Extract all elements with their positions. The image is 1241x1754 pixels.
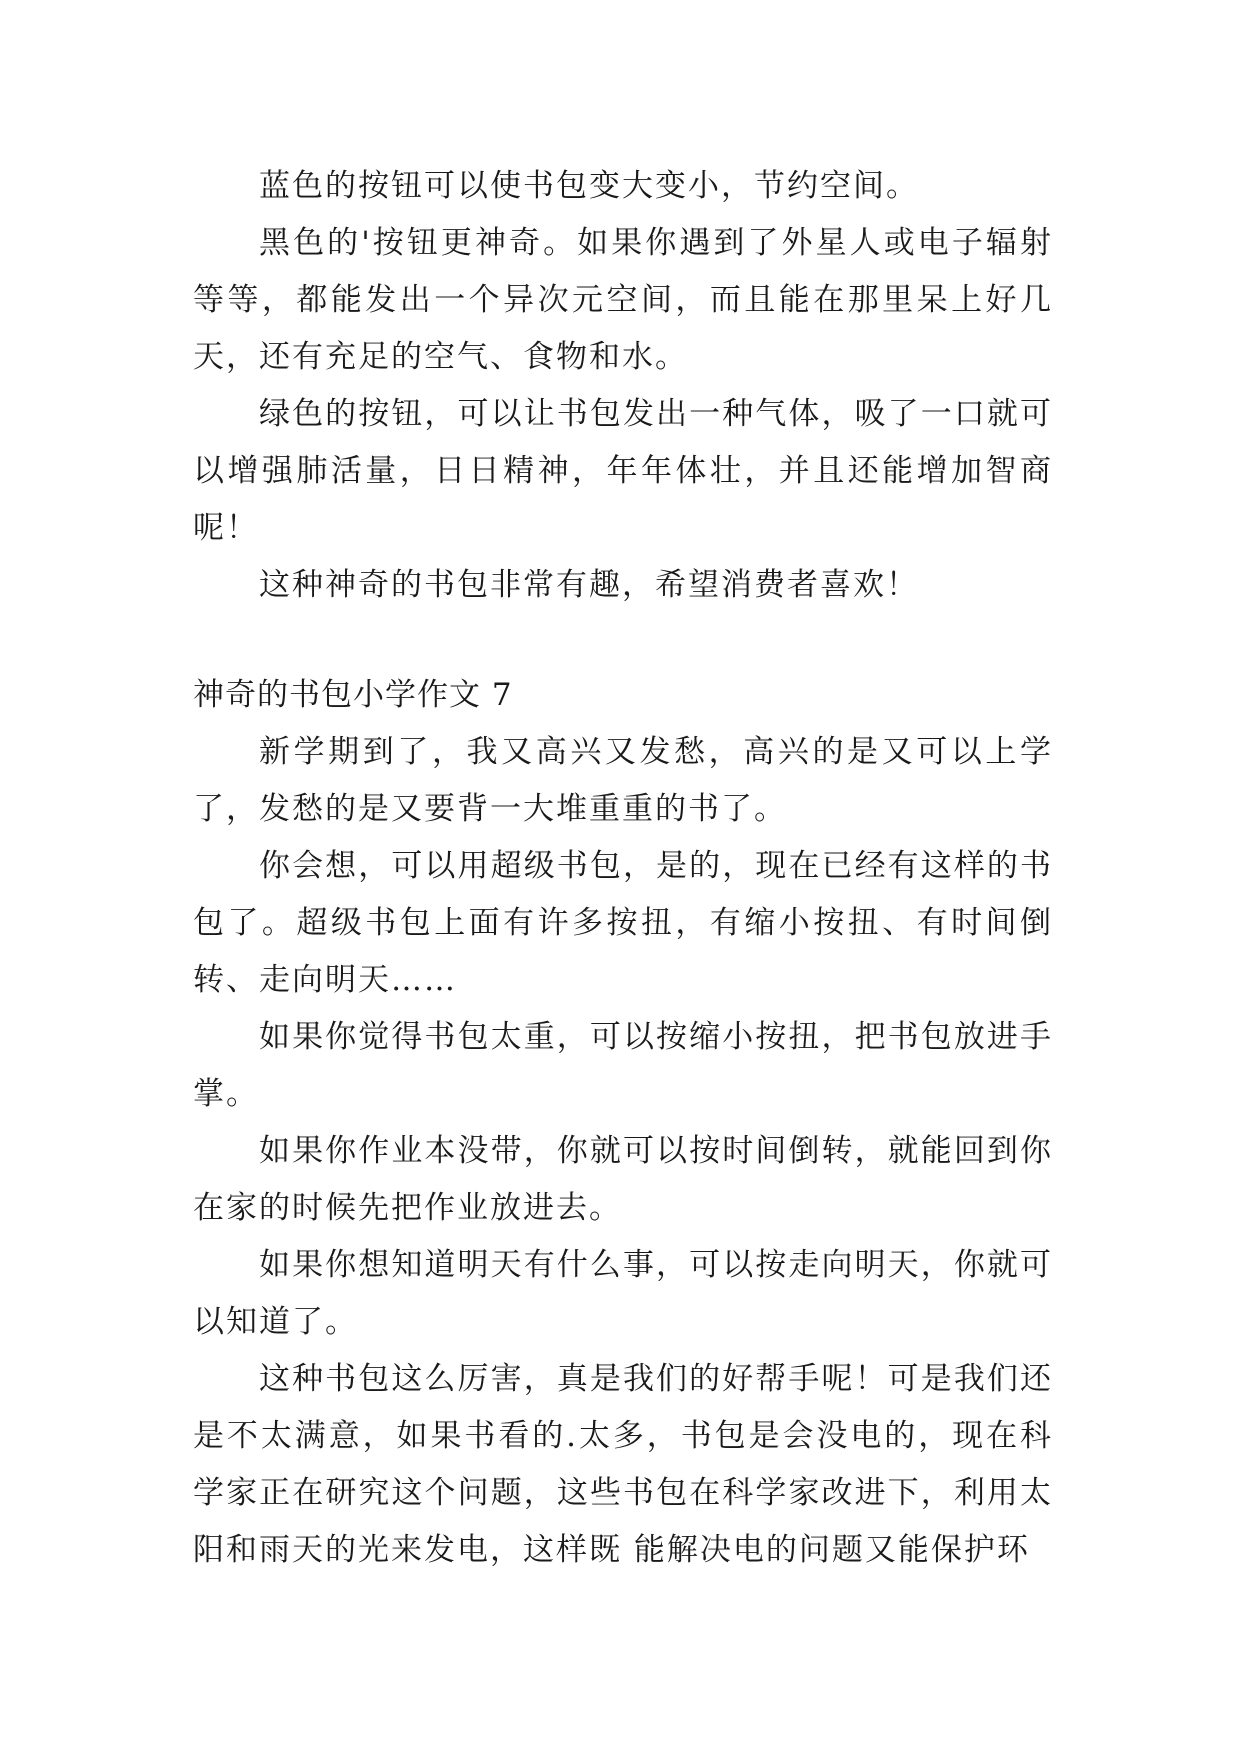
paragraph-conclusion: 这种神奇的书包非常有趣，希望消费者喜欢！ [259,567,919,603]
paragraph-blue-button: 蓝色的按钮可以使书包变大变小，节约空间。 [259,168,919,204]
paragraph-super-bag: 你会想，可以用超级书包，是的，现在已经有这样的书包了。超级书包上面有许多按扭，有缩小按扭、有时间倒转、走向明天…… [193,848,1053,998]
paragraph-tomorrow: 如果你想知道明天有什么事，可以按走向明天，你就可以知道了。 [193,1247,1053,1340]
paragraph-time-reverse: 如果你作业本没带，你就可以按时间倒转，就能回到你在家的时候先把作业放进去。 [193,1133,1053,1226]
paragraph-green-button: 绿色的按钮，可以让书包发出一种气体，吸了一口就可以增强肺活量，日日精神，年年体壮，并且还能增加智商呢！ [193,396,1053,546]
essay-heading: 神奇的书包小学作文 7 [193,677,513,713]
paragraph-shrink-button: 如果你觉得书包太重，可以按缩小按扭，把书包放进手掌。 [193,1019,1053,1112]
paragraph-improvement: 这种书包这么厉害，真是我们的好帮手呢！可是我们还是不太满意，如果书看的.太多，书包是会没电的，现在科学家正在研究这个问题，这些书包在科学家改进下，利用太阳和雨天的光来发电，这样既 能解决电的问题又能保护环 [193,1361,1053,1568]
paragraph-new-semester: 新学期到了，我又高兴又发愁，高兴的是又可以上学了，发愁的是又要背一大堆重重的书了。 [193,734,1053,827]
document-body [193,158,1053,1579]
paragraph-black-button: 黑色的'按钮更神奇。如果你遇到了外星人或电子辐射等等，都能发出一个异次元空间，而且能在那里呆上好几天，还有充足的空气、食物和水。 [193,225,1053,375]
